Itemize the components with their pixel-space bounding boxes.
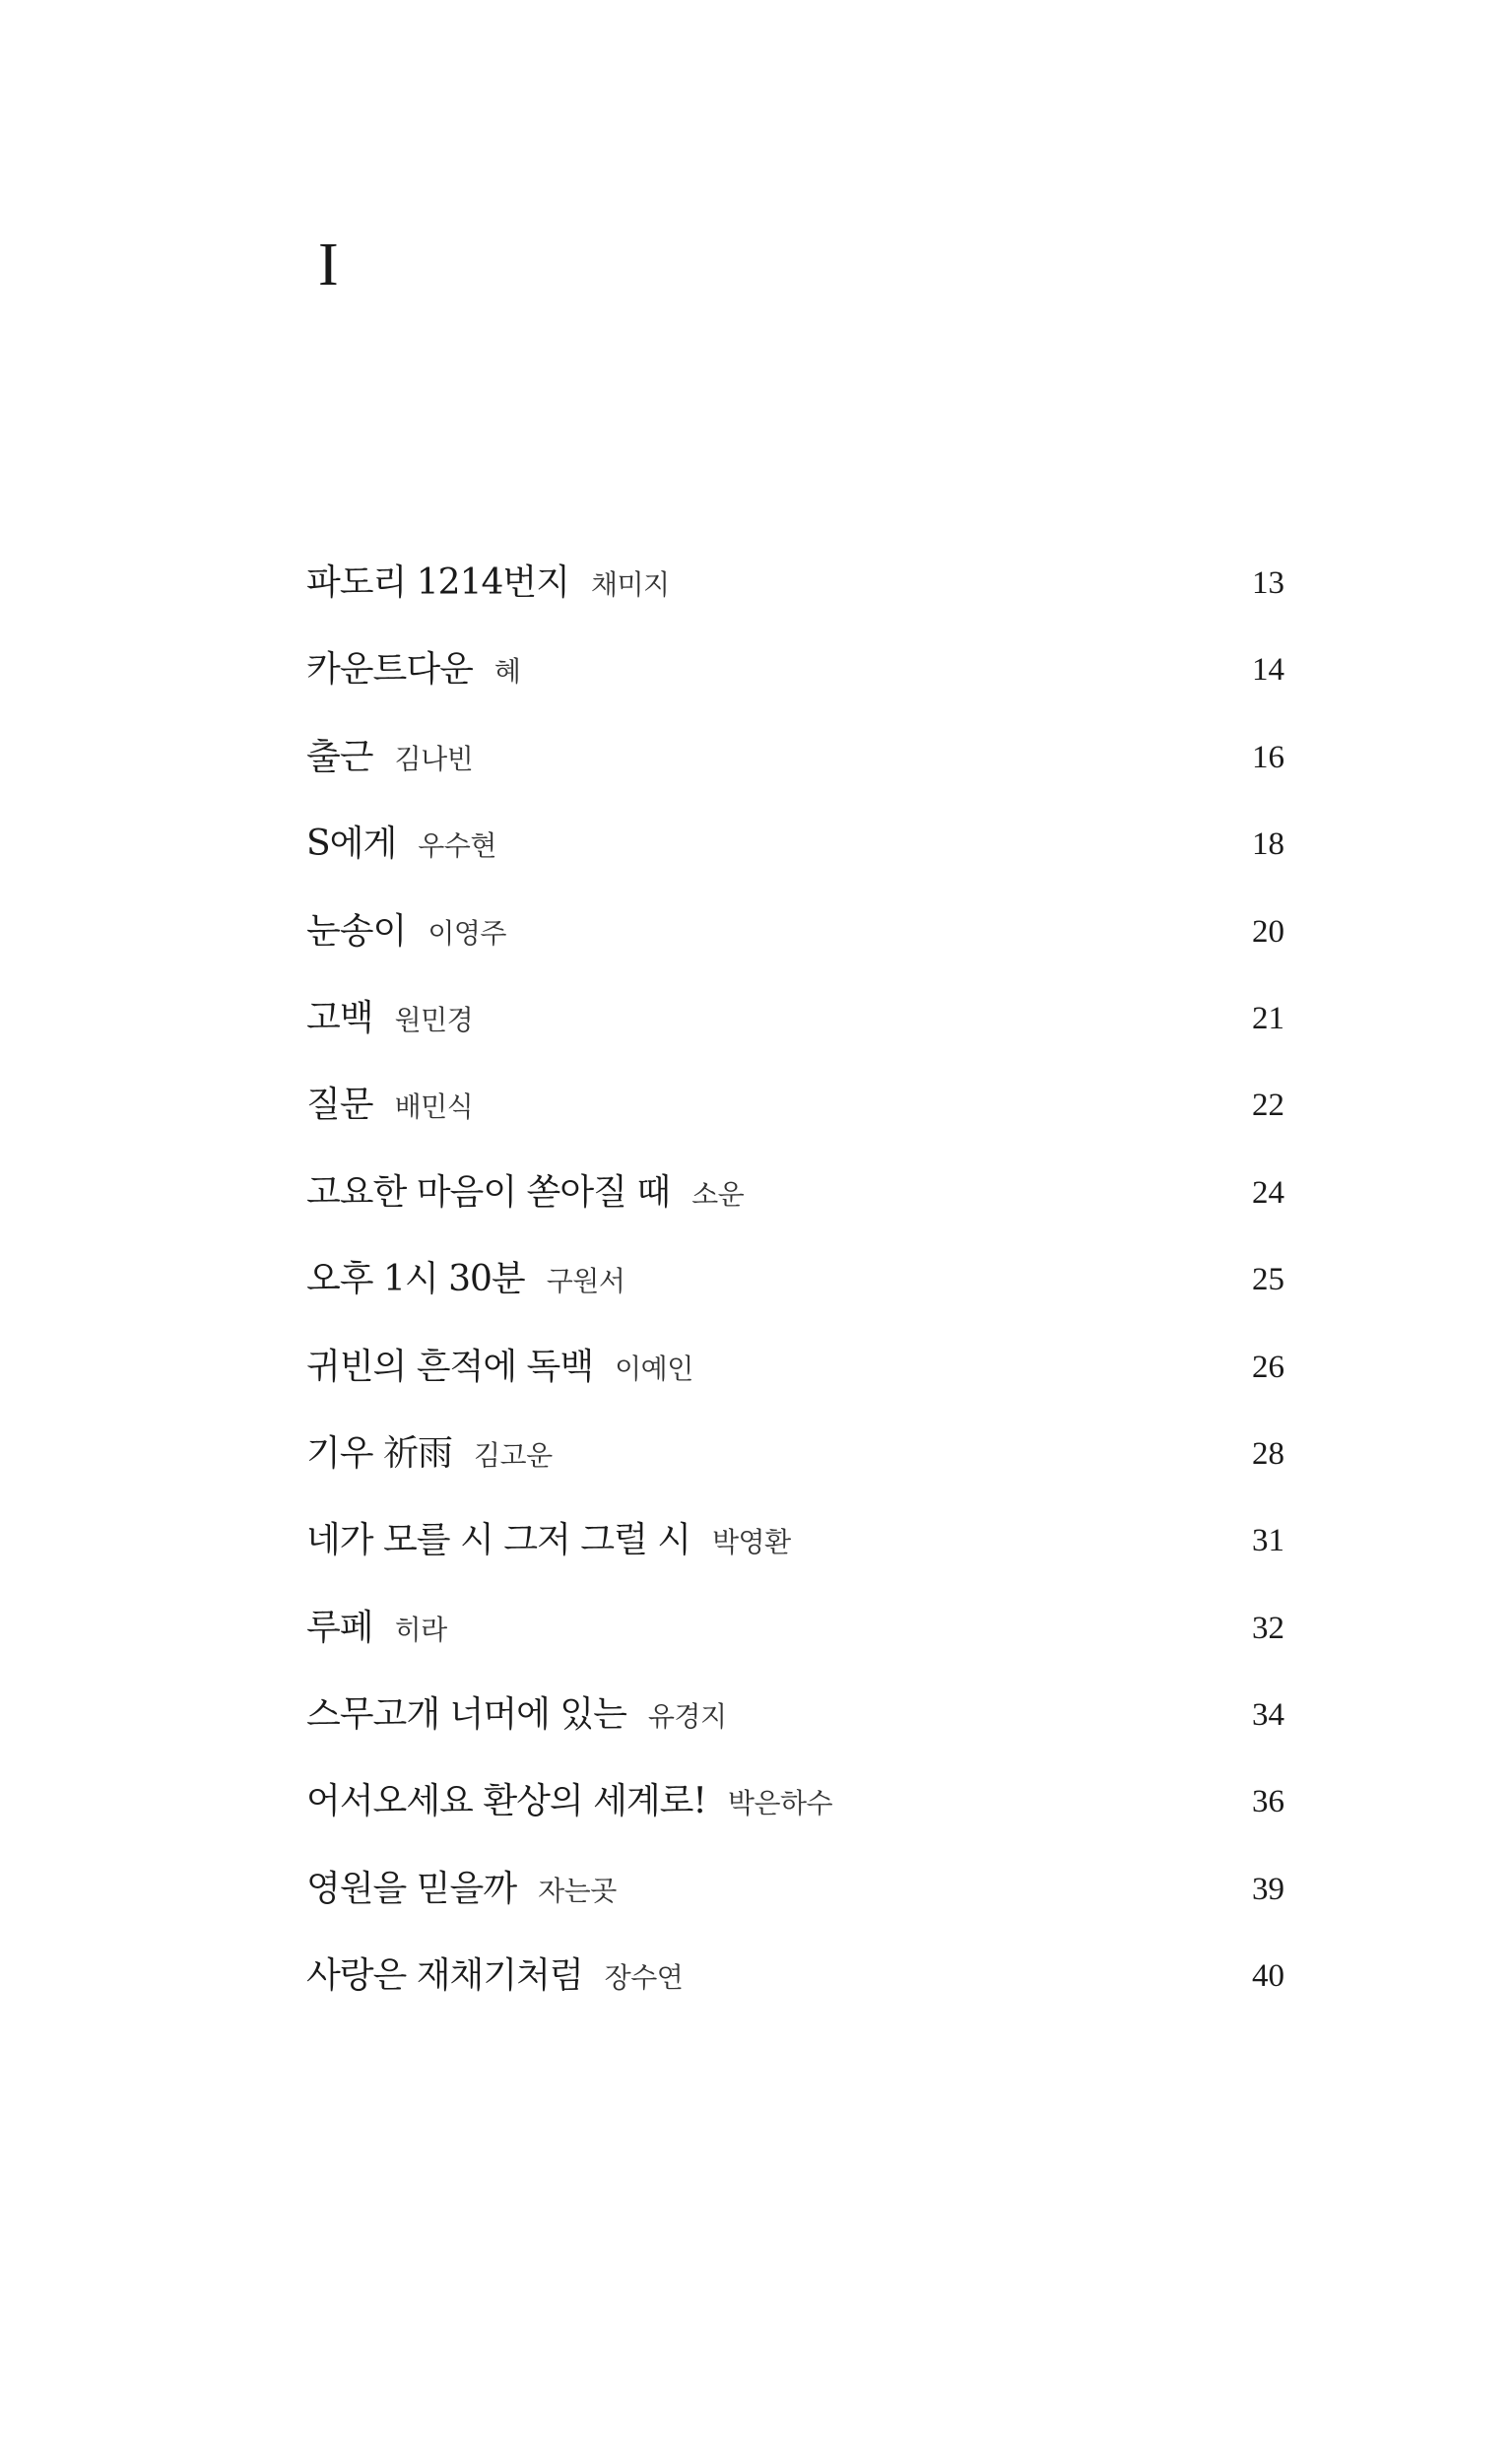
entry-author: 배민식 <box>394 1090 474 1124</box>
entry-author: 유경지 <box>647 1700 727 1734</box>
entry-title: 루페 <box>306 1607 373 1648</box>
entry-title: 스무고개 너머에 있는 <box>306 1694 626 1736</box>
toc-entry <box>306 1685 1284 1772</box>
entry-author: 김나빈 <box>394 742 474 775</box>
toc-entry <box>306 1250 1284 1337</box>
entry-title: 고요한 마음이 쏟아질 때 <box>306 1171 671 1213</box>
entry-author: 채미지 <box>590 568 670 601</box>
entry-author: 장수연 <box>604 1961 684 1995</box>
entry-author: 원민경 <box>394 1003 474 1036</box>
entry-title: 귀빈의 흔적에 독백 <box>306 1346 594 1387</box>
entry-page-number: 36 <box>1252 1784 1284 1820</box>
entry-page-number: 24 <box>1252 1174 1284 1211</box>
entry-author: 혜 <box>493 655 521 689</box>
entry-title: S에게 <box>306 824 397 865</box>
entry-page-number: 31 <box>1252 1523 1284 1559</box>
entry-title: 출근 <box>306 736 373 777</box>
entry-title: 네가 모를 시 그저 그럴 시 <box>306 1520 690 1561</box>
entry-author: 김고운 <box>474 1438 553 1472</box>
entry-author: 박은하수 <box>727 1787 833 1820</box>
entry-page-number: 14 <box>1252 652 1284 689</box>
entry-title: 눈송이 <box>306 910 407 952</box>
toc-entry <box>306 902 1284 989</box>
entry-author: 박영환 <box>711 1526 791 1559</box>
entry-title: 사랑은 재채기처럼 <box>306 1955 583 1997</box>
entry-page-number: 39 <box>1252 1871 1284 1907</box>
toc-entry <box>306 1599 1284 1685</box>
entry-title: 고백 <box>306 997 373 1038</box>
entry-title: 기우 祈雨 <box>306 1432 452 1474</box>
toc-entry <box>306 1338 1284 1424</box>
table-of-contents <box>306 554 1284 2034</box>
entry-author: 구원서 <box>546 1265 625 1298</box>
entry-page-number: 16 <box>1252 739 1284 775</box>
entry-author: 히라 <box>394 1613 447 1646</box>
entry-page-number: 26 <box>1252 1349 1284 1385</box>
entry-page-number: 34 <box>1252 1697 1284 1734</box>
toc-entry <box>306 989 1284 1076</box>
entry-title: 어서오세요 환상의 세계로! <box>306 1781 706 1822</box>
toc-entry <box>306 815 1284 901</box>
entry-page-number: 21 <box>1252 1000 1284 1036</box>
toc-entry <box>306 1860 1284 1947</box>
toc-entry <box>306 1424 1284 1511</box>
entry-title: 오후 1시 30분 <box>306 1259 525 1300</box>
entry-page-number: 25 <box>1252 1262 1284 1298</box>
toc-entry <box>306 1772 1284 1859</box>
entry-author: 소운 <box>691 1177 745 1211</box>
section-numeral: I <box>318 231 339 298</box>
entry-title: 파도리 1214번지 <box>306 562 569 603</box>
entry-page-number: 40 <box>1252 1958 1284 1995</box>
toc-entry <box>306 1947 1284 2033</box>
entry-title: 질문 <box>306 1085 373 1126</box>
entry-author: 이예인 <box>615 1352 693 1385</box>
toc-entry <box>306 1076 1284 1162</box>
entry-title: 영원을 믿을까 <box>306 1868 517 1909</box>
entry-author: 자는곳 <box>538 1874 617 1907</box>
entry-page-number: 32 <box>1252 1610 1284 1646</box>
entry-page-number: 20 <box>1252 913 1284 950</box>
entry-page-number: 28 <box>1252 1435 1284 1472</box>
toc-entry <box>306 554 1284 640</box>
toc-entry <box>306 728 1284 815</box>
entry-title: 카운트다운 <box>306 649 473 691</box>
toc-entry <box>306 1511 1284 1598</box>
entry-page-number: 13 <box>1252 565 1284 601</box>
entry-author: 우수현 <box>418 829 496 863</box>
entry-author: 이영주 <box>427 916 506 950</box>
entry-page-number: 22 <box>1252 1088 1284 1124</box>
entry-page-number: 18 <box>1252 826 1284 863</box>
toc-entry <box>306 640 1284 727</box>
toc-entry <box>306 1163 1284 1250</box>
